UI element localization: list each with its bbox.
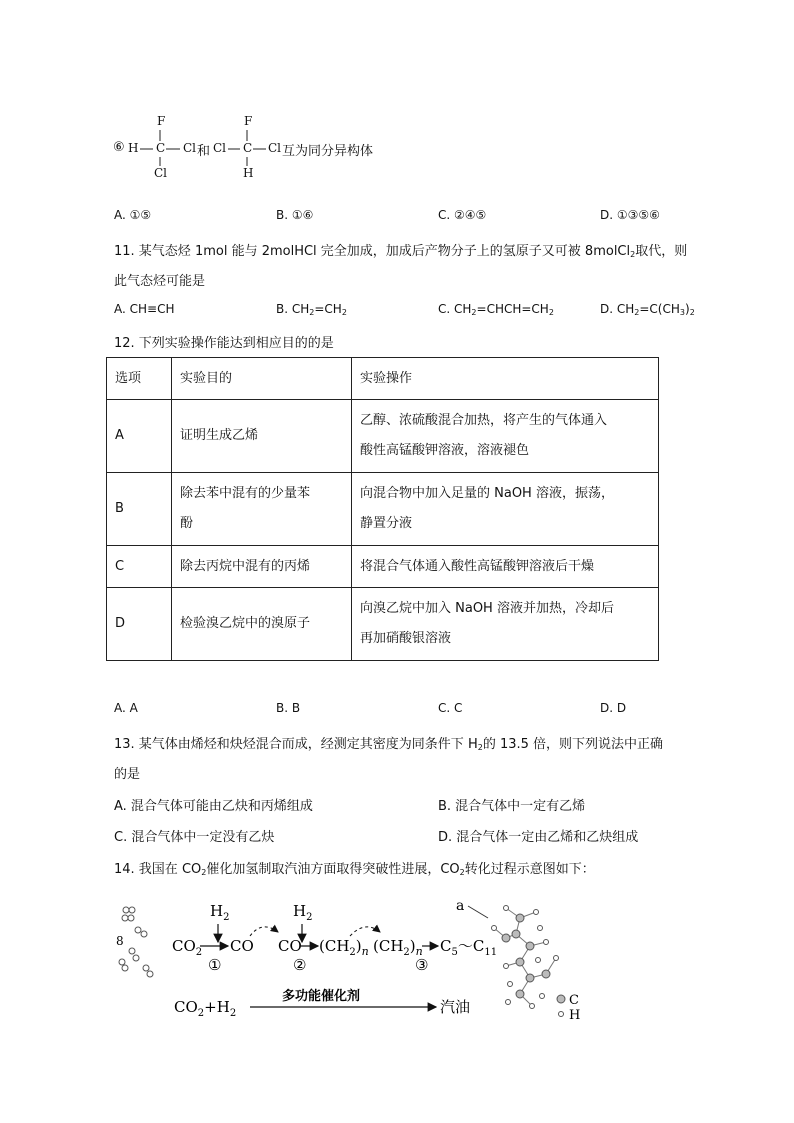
co-formula: CO: [230, 937, 254, 955]
cell-purpose: 除去丙烷中混有的丙烯: [172, 546, 352, 588]
option-b: B. B: [276, 701, 301, 715]
option-b: B. 混合气体中一定有乙烯: [438, 799, 586, 814]
atom-h: H: [243, 166, 254, 180]
cell-option: B: [107, 473, 172, 546]
option-a: A. ①⑤: [114, 208, 152, 222]
option-d: D. $CH_2=C(CH_3)_2$: [600, 302, 695, 317]
table-header-row: [107, 358, 659, 400]
ch2n-formula: $(CH_2)_n$: [373, 937, 423, 958]
q11-stem-line2: 此气态烃可能是: [114, 274, 206, 289]
cell-operation: 向溴乙烷中加入 NaOH 溶液并加热，冷却后 再加硝酸银溶液: [352, 588, 659, 661]
item-marker: ⑥: [113, 140, 125, 155]
atom-cl: Cl: [213, 141, 227, 155]
atom-f: F: [244, 114, 253, 128]
table-row: [107, 400, 659, 473]
cell-purpose: 除去苯中混有的少量苯 酚: [172, 473, 352, 546]
legend-hydrogen-swatch: [559, 1012, 564, 1017]
atom-c: C: [156, 141, 166, 155]
atom-cl: Cl: [154, 166, 168, 180]
bond-lines: [0, 0, 794, 200]
cell-option: D: [107, 588, 172, 661]
gasoline-molecule-model: [492, 906, 559, 1009]
option-c: C. C: [438, 701, 463, 715]
header-operation: 实验操作: [352, 358, 659, 400]
atom-f: F: [157, 114, 166, 128]
step-1: ①: [208, 956, 222, 974]
fig-label: 8: [116, 934, 124, 948]
q13-stem-line1: 13. 某气体由烯烃和炔烃混合而成，经测定其密度为同条件下 $H_2$的 13.5 倍，则下列说法中正确: [114, 737, 664, 752]
option-c: C. 混合气体中一定没有乙炔: [114, 830, 275, 845]
co2-conversion-diagram: [110, 888, 610, 1023]
gasoline-label: 汽油: [440, 998, 471, 1016]
option-d: D. 混合气体一定由乙烯和乙炔组成: [438, 830, 639, 845]
cell-purpose: 证明生成乙烯: [172, 400, 352, 473]
co2-formula: $CO_2$: [172, 937, 203, 958]
label-a: a: [456, 898, 465, 914]
experiment-table: [106, 357, 659, 661]
header-purpose: 实验目的: [172, 358, 352, 400]
legend-hydrogen: H: [569, 1008, 581, 1023]
h2-label: $H_2$: [210, 902, 230, 923]
option-d: D. ①③⑤⑥: [600, 208, 660, 222]
legend-carbon: C: [569, 993, 579, 1008]
cell-operation: 将混合气体通入酸性高锰酸钾溶液后干燥: [352, 546, 659, 588]
cell-operation: 乙醇、浓硫酸混合加热，将产生的气体通入 酸性高锰酸钾溶液，溶液褪色: [352, 400, 659, 473]
q14-stem: 14. 我国在 $CO_2$催化加氢制取汽油方面取得突破性进展，$CO_2$转化过程示意图如下：: [114, 862, 595, 877]
option-a: A. 混合气体可能由乙炔和丙烯组成: [114, 799, 313, 814]
cell-operation: 向混合物中加入足量的 NaOH 溶液，振荡， 静置分液: [352, 473, 659, 546]
option-a: A. CH≡CH: [114, 302, 175, 316]
option-b: B. $CH_2=CH_2$: [276, 302, 347, 317]
q12-stem: 12. 下列实验操作能达到相应目的的是: [114, 336, 334, 351]
option-b: B. ①⑥: [276, 208, 314, 222]
option-c: C. ②④⑤: [438, 208, 487, 222]
h2-label: $H_2$: [293, 902, 313, 923]
option-d: D. D: [600, 701, 627, 715]
atom-h: H: [128, 141, 139, 155]
q11-stem-line1: 11. 某气态烃 1mol 能与 2molHCl 完全加成，加成后产物分子上的氢原子又可被 8molCl$_2$取代，则: [114, 244, 688, 259]
step-2: ②: [293, 956, 307, 974]
table-row: [107, 588, 659, 661]
cell-option: C: [107, 546, 172, 588]
atom-cl: Cl: [268, 141, 282, 155]
header-option: 选项: [107, 358, 172, 400]
atom-cl: Cl: [183, 141, 197, 155]
q13-stem-line2: 的是: [114, 767, 141, 782]
cell-purpose: 检验溴乙烷中的溴原子: [172, 588, 352, 661]
atom-c: C: [243, 141, 253, 155]
catalyst-label: 多功能催化剂: [282, 989, 361, 1004]
ch2n-formula: $(CH_2)_n$: [319, 937, 369, 958]
overall-reactants: $CO_2+H_2$: [174, 998, 237, 1019]
cell-option: A: [107, 400, 172, 473]
q10-item6-tail: 互为同分异构体: [282, 144, 374, 159]
table-row: [107, 473, 659, 546]
product-formula: $C_5\sim C_{11}$: [440, 937, 498, 958]
co-formula: CO: [278, 937, 302, 955]
co2-molecules-figure: [119, 907, 153, 977]
connector-text: 和: [197, 144, 211, 159]
step-3: ③: [415, 956, 429, 974]
legend-carbon-swatch: [557, 995, 565, 1003]
option-a: A. A: [114, 701, 138, 715]
table-row: [107, 546, 659, 588]
option-c: C. $CH_2=CHCH=CH_2$: [438, 302, 554, 317]
